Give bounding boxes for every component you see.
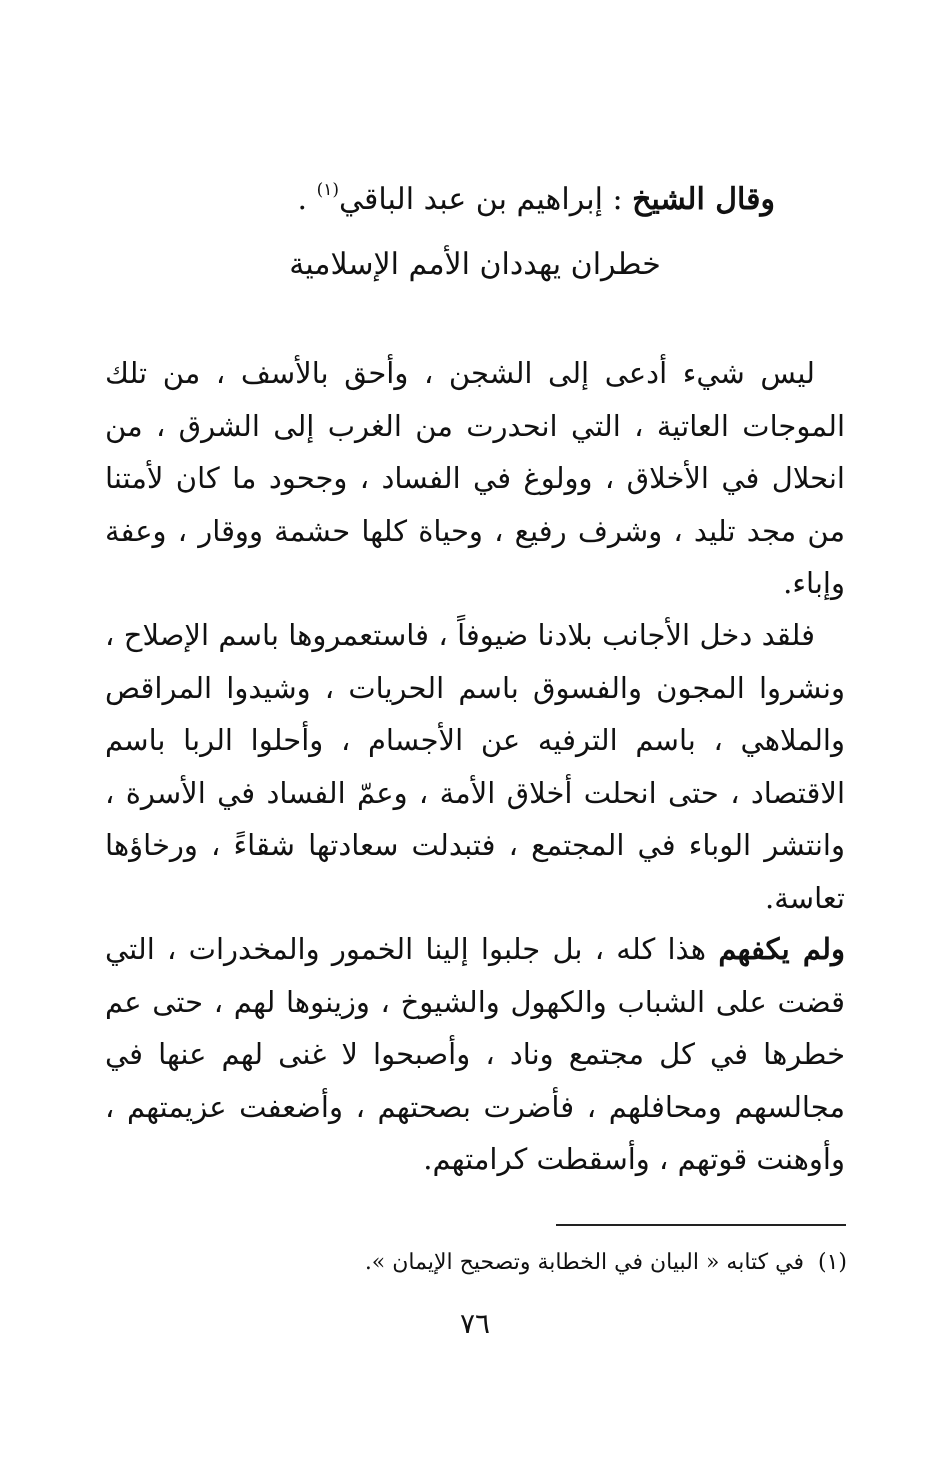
paragraph-1	[105, 347, 845, 610]
page-number: ٧٦	[459, 1307, 491, 1340]
footnote-marker: (١)	[817, 1250, 847, 1275]
heading-speaker-label: وقال الشيخ	[632, 182, 775, 217]
heading-separator: :	[602, 182, 633, 217]
footnote-text: في كتابه « البيان في الخطابة وتصحيح الإيمان ».	[364, 1250, 804, 1275]
article-subtitle: خطران يهددان الأمم الإسلامية	[289, 247, 661, 282]
footnote-divider	[556, 1224, 846, 1226]
paragraph-1-text: ليس شيء أدعى إلى الشجن ، وأحق بالأسف ، من تلك الموجات العاتية ، التي انحدرت من الغرب إلى الشرق ، من انحلال في الأخلاق ، وولوغ في الفساد ، وجحود ما كان لأمتنا من مجد تليد ، وشرف رفيع ، وحياة كلها حشمة ووقار ، وعفة وإباء.	[105, 356, 845, 600]
paragraph-2-text: فلقد دخل الأجانب بلادنا ضيوفاً ، فاستعمروها باسم الإصلاح ، ونشروا المجون والفسوق باسم الحريات ، وشيدوا المراقص والملاهي ، باسم الترفيه عن الأجسام ، وأحلوا الربا باسم الاقتصاد ، حتى انحلت أخلاق الأمة ، وعمّ الفساد في الأسرة ، وانتشر الوباء في المجتمع ، فتبدلت سعادتها شقاءً ، ورخاؤها تعاسة.	[105, 618, 845, 915]
paragraph-2	[105, 609, 845, 924]
heading-footnote-ref[interactable]: (١)	[316, 180, 340, 200]
heading-name: إبراهيم بن عبد الباقي	[339, 182, 603, 217]
paragraph-3-bold-start: ولم يكفهم	[718, 932, 845, 966]
heading-end-mark: .	[297, 182, 317, 217]
footnote	[365, 1243, 847, 1283]
section-heading	[298, 160, 775, 230]
paragraph-3-text: هذا كله ، بل جلبوا إلينا الخمور والمخدرات ، التي قضت على الشباب والكهول والشيوخ ، وزينوها لهم ، حتى عم خطرها في كل مجتمع وناد ، وأصبحوا لا غنى لهم عنها في مجالسهم ومحافلهم ، فأضرت بصحتهم ، وأضعفت عزيمتهم ، وأوهنت قوتهم ، وأسقطت كرامتهم.	[105, 932, 845, 1176]
paragraph-3	[105, 923, 845, 1186]
